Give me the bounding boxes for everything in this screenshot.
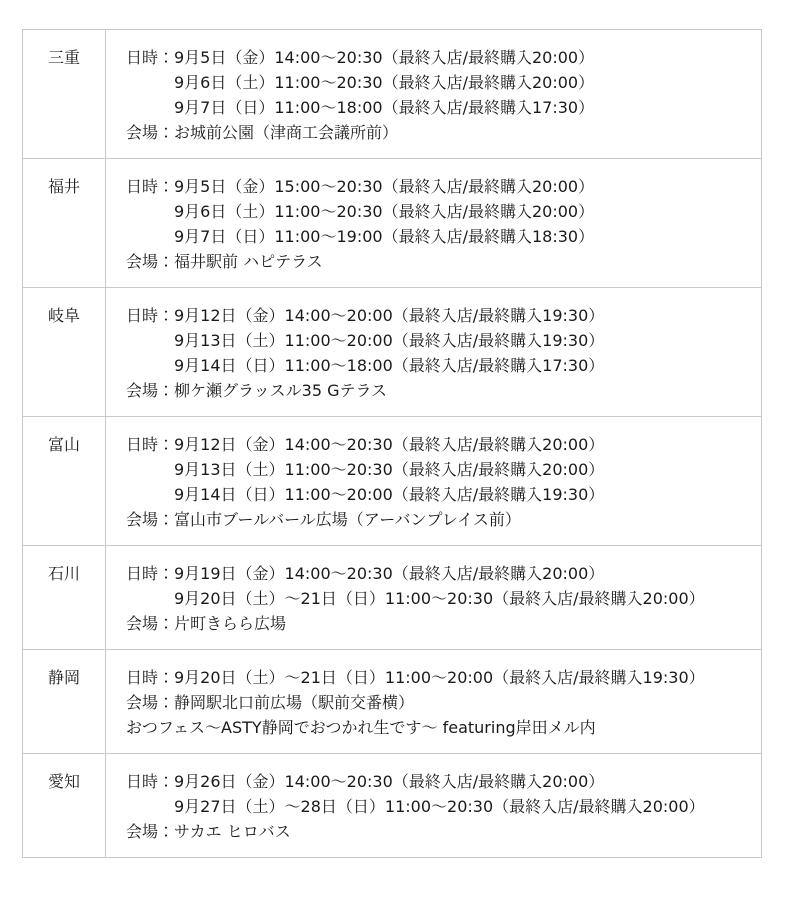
- schedule-line: おつフェス～ASTY静岡でおつかれ生です～ featuring岸田メル内: [126, 718, 596, 737]
- schedule-cell: [106, 30, 762, 159]
- table-row: [23, 650, 762, 754]
- schedule-line: 9月27日（土）～28日（日）11:00～20:30（最終入店/最終購入20:00）: [174, 797, 705, 816]
- table-row: [23, 546, 762, 650]
- schedule-cell: [106, 546, 762, 650]
- table-row: [23, 417, 762, 546]
- schedule-cell: [106, 650, 762, 754]
- schedule-line: 会場：柳ケ瀬グラッスル35 Gテラス: [126, 381, 388, 400]
- schedule-line: 会場：福井駅前 ハピテラス: [126, 252, 323, 271]
- schedule-line: 日時：9月5日（金）15:00～20:30（最終入店/最終購入20:00）: [126, 177, 595, 196]
- prefecture-cell: 三重: [23, 30, 106, 159]
- schedule-line: 日時：9月5日（金）14:00～20:30（最終入店/最終購入20:00）: [126, 48, 595, 67]
- schedule-line: 9月6日（土）11:00～20:30（最終入店/最終購入20:00）: [174, 73, 595, 92]
- prefecture-cell: 富山: [23, 417, 106, 546]
- table-row: [23, 288, 762, 417]
- schedule-line: 会場：片町きらら広場: [126, 614, 287, 633]
- schedule-line: 9月7日（日）11:00～18:00（最終入店/最終購入17:30）: [174, 98, 595, 117]
- schedule-line: 9月6日（土）11:00～20:30（最終入店/最終購入20:00）: [174, 202, 595, 221]
- schedule-line: 日時：9月26日（金）14:00～20:30（最終入店/最終購入20:00）: [126, 772, 605, 791]
- prefecture-cell: 福井: [23, 159, 106, 288]
- schedule-cell: [106, 754, 762, 858]
- schedule-line: 会場：静岡駅北口前広場（駅前交番横）: [126, 693, 415, 712]
- schedule-line: 会場：お城前公園（津商工会議所前）: [126, 123, 399, 142]
- prefecture-cell: 石川: [23, 546, 106, 650]
- prefecture-cell: 静岡: [23, 650, 106, 754]
- schedule-line: 日時：9月12日（金）14:00～20:00（最終入店/最終購入19:30）: [126, 306, 605, 325]
- schedule-line: 9月13日（土）11:00～20:30（最終入店/最終購入20:00）: [174, 460, 605, 479]
- schedule-line: 日時：9月12日（金）14:00～20:30（最終入店/最終購入20:00）: [126, 435, 605, 454]
- schedule-line: 日時：9月20日（土）～21日（日）11:00～20:00（最終入店/最終購入19:30）: [126, 668, 705, 687]
- prefecture-cell: 愛知: [23, 754, 106, 858]
- schedule-line: 会場：富山市ブールバール広場（アーバンプレイス前）: [126, 510, 521, 529]
- schedule-line: 9月13日（土）11:00～20:00（最終入店/最終購入19:30）: [174, 331, 605, 350]
- schedule-line: 日時：9月19日（金）14:00～20:30（最終入店/最終購入20:00）: [126, 564, 605, 583]
- prefecture-cell: 岐阜: [23, 288, 106, 417]
- schedule-line: 9月20日（土）～21日（日）11:00～20:30（最終入店/最終購入20:00）: [174, 589, 705, 608]
- schedule-line: 9月14日（日）11:00～20:00（最終入店/最終購入19:30）: [174, 485, 605, 504]
- table-row: [23, 159, 762, 288]
- event-schedule-table: [22, 29, 762, 858]
- table-row: [23, 30, 762, 159]
- schedule-cell: [106, 159, 762, 288]
- schedule-line: 9月14日（日）11:00～18:00（最終入店/最終購入17:30）: [174, 356, 605, 375]
- schedule-line: 9月7日（日）11:00～19:00（最終入店/最終購入18:30）: [174, 227, 595, 246]
- table-row: [23, 754, 762, 858]
- schedule-line: 会場：サカエ ヒロバス: [126, 822, 291, 841]
- schedule-cell: [106, 417, 762, 546]
- schedule-cell: [106, 288, 762, 417]
